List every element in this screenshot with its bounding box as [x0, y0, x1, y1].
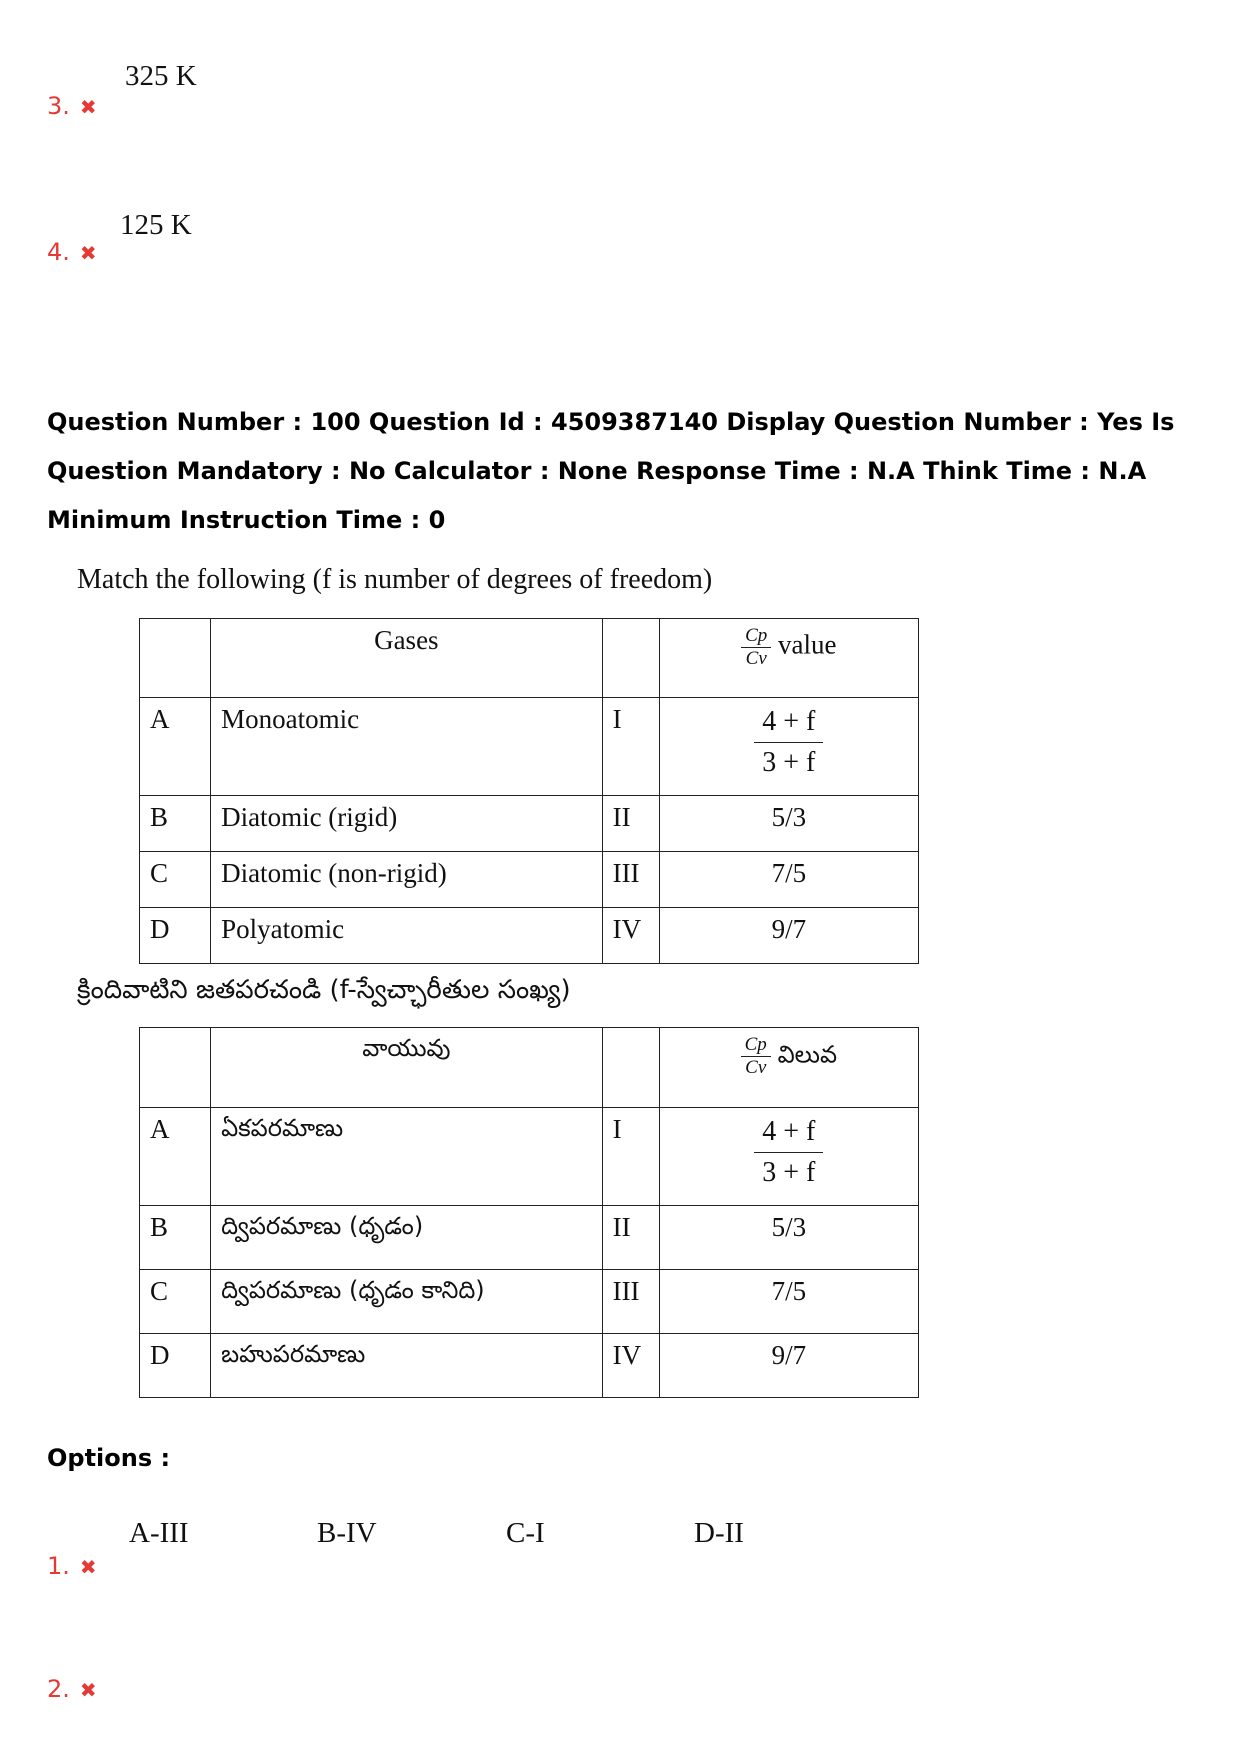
- question-title-en: Match the following (f is number of degrees of freedom): [77, 564, 713, 595]
- table-row: [140, 1108, 919, 1206]
- row-value: 9/7: [659, 1334, 918, 1398]
- header-ratio: [659, 619, 918, 698]
- row-roman: III: [602, 852, 659, 908]
- row-roman: I: [602, 698, 659, 796]
- row-letter: B: [140, 1206, 211, 1270]
- option-1-number: 1.: [47, 1552, 70, 1580]
- row-gas: బహుపరమాణు: [211, 1334, 603, 1398]
- row-letter: D: [140, 908, 211, 964]
- ratio-denominator: Cv: [745, 648, 767, 669]
- table-row: [140, 1334, 919, 1398]
- options-label: Options :: [47, 1444, 171, 1472]
- header-gases: వాయువు: [211, 1028, 603, 1108]
- ratio-numerator: Cp: [741, 625, 771, 648]
- row-gas: ద్విపరమాణు (ధృడం కానిది): [211, 1270, 603, 1334]
- row-value: 5/3: [659, 1206, 918, 1270]
- prev-option-3-value: 325 K: [125, 60, 197, 92]
- header-ratio: [659, 1028, 918, 1108]
- prev-option-4-number: 4.: [47, 238, 70, 266]
- match-table-en: [139, 618, 919, 964]
- option-1-value-d: D-II: [694, 1517, 744, 1549]
- value-denominator: 3 + f: [762, 747, 816, 778]
- row-value: [659, 1108, 918, 1206]
- table-row: [140, 1206, 919, 1270]
- wrong-cross-icon: ✖: [79, 95, 97, 119]
- value-numerator: 4 + f: [754, 1114, 823, 1153]
- row-gas: Diatomic (rigid): [211, 796, 603, 852]
- row-gas: Polyatomic: [211, 908, 603, 964]
- prev-option-4-value: 125 K: [120, 209, 192, 241]
- ratio-denominator: Cv: [745, 1057, 767, 1078]
- row-roman: IV: [602, 908, 659, 964]
- wrong-cross-icon: ✖: [79, 1678, 97, 1702]
- row-gas: ద్విపరమాణు (ధృడం): [211, 1206, 603, 1270]
- row-roman: III: [602, 1270, 659, 1334]
- table-row: [140, 852, 919, 908]
- ratio-label: విలువ: [777, 1040, 838, 1069]
- row-roman: IV: [602, 1334, 659, 1398]
- row-roman: I: [602, 1108, 659, 1206]
- row-letter: A: [140, 1108, 211, 1206]
- ratio-numerator: Cp: [741, 1034, 771, 1057]
- row-letter: B: [140, 796, 211, 852]
- value-denominator: 3 + f: [762, 1157, 816, 1188]
- value-numerator: 4 + f: [754, 704, 823, 743]
- row-letter: A: [140, 698, 211, 796]
- row-value: [659, 698, 918, 796]
- wrong-cross-icon: ✖: [79, 1555, 97, 1579]
- option-1-value-a: A-III: [129, 1517, 189, 1549]
- table-header-row: [140, 619, 919, 698]
- option-1-value-b: B-IV: [317, 1517, 377, 1549]
- row-value: 9/7: [659, 908, 918, 964]
- prev-option-3-number: 3.: [47, 92, 70, 120]
- row-roman: II: [602, 796, 659, 852]
- question-title-te: క్రిందివాటిని జతపరచండి (f-స్వేచ్ఛారీతుల సంఖ్య): [77, 975, 571, 1005]
- row-value: 7/5: [659, 1270, 918, 1334]
- question-meta: Question Number : 100 Question Id : 4509387140 Display Question Number : Yes Is Question Mandatory : No Calculator : None Response Time : N.A Think Time : N.A Minimum Instruction Time : 0: [47, 408, 1175, 534]
- table-row: [140, 796, 919, 852]
- wrong-cross-icon: ✖: [79, 241, 97, 265]
- row-value: 5/3: [659, 796, 918, 852]
- row-letter: C: [140, 1270, 211, 1334]
- row-gas: Diatomic (non-rigid): [211, 852, 603, 908]
- table-header-row: [140, 1028, 919, 1108]
- row-letter: D: [140, 1334, 211, 1398]
- table-row: [140, 908, 919, 964]
- row-gas: Monoatomic: [211, 698, 603, 796]
- match-table-te: [139, 1027, 919, 1398]
- table-row: [140, 1270, 919, 1334]
- header-gases: Gases: [211, 619, 603, 698]
- row-roman: II: [602, 1206, 659, 1270]
- row-value: 7/5: [659, 852, 918, 908]
- ratio-label: value: [778, 629, 837, 660]
- row-letter: C: [140, 852, 211, 908]
- table-row: [140, 698, 919, 796]
- option-1-value-c: C-I: [506, 1517, 545, 1549]
- option-2-number: 2.: [47, 1675, 70, 1703]
- row-gas: ఏకపరమాణు: [211, 1108, 603, 1206]
